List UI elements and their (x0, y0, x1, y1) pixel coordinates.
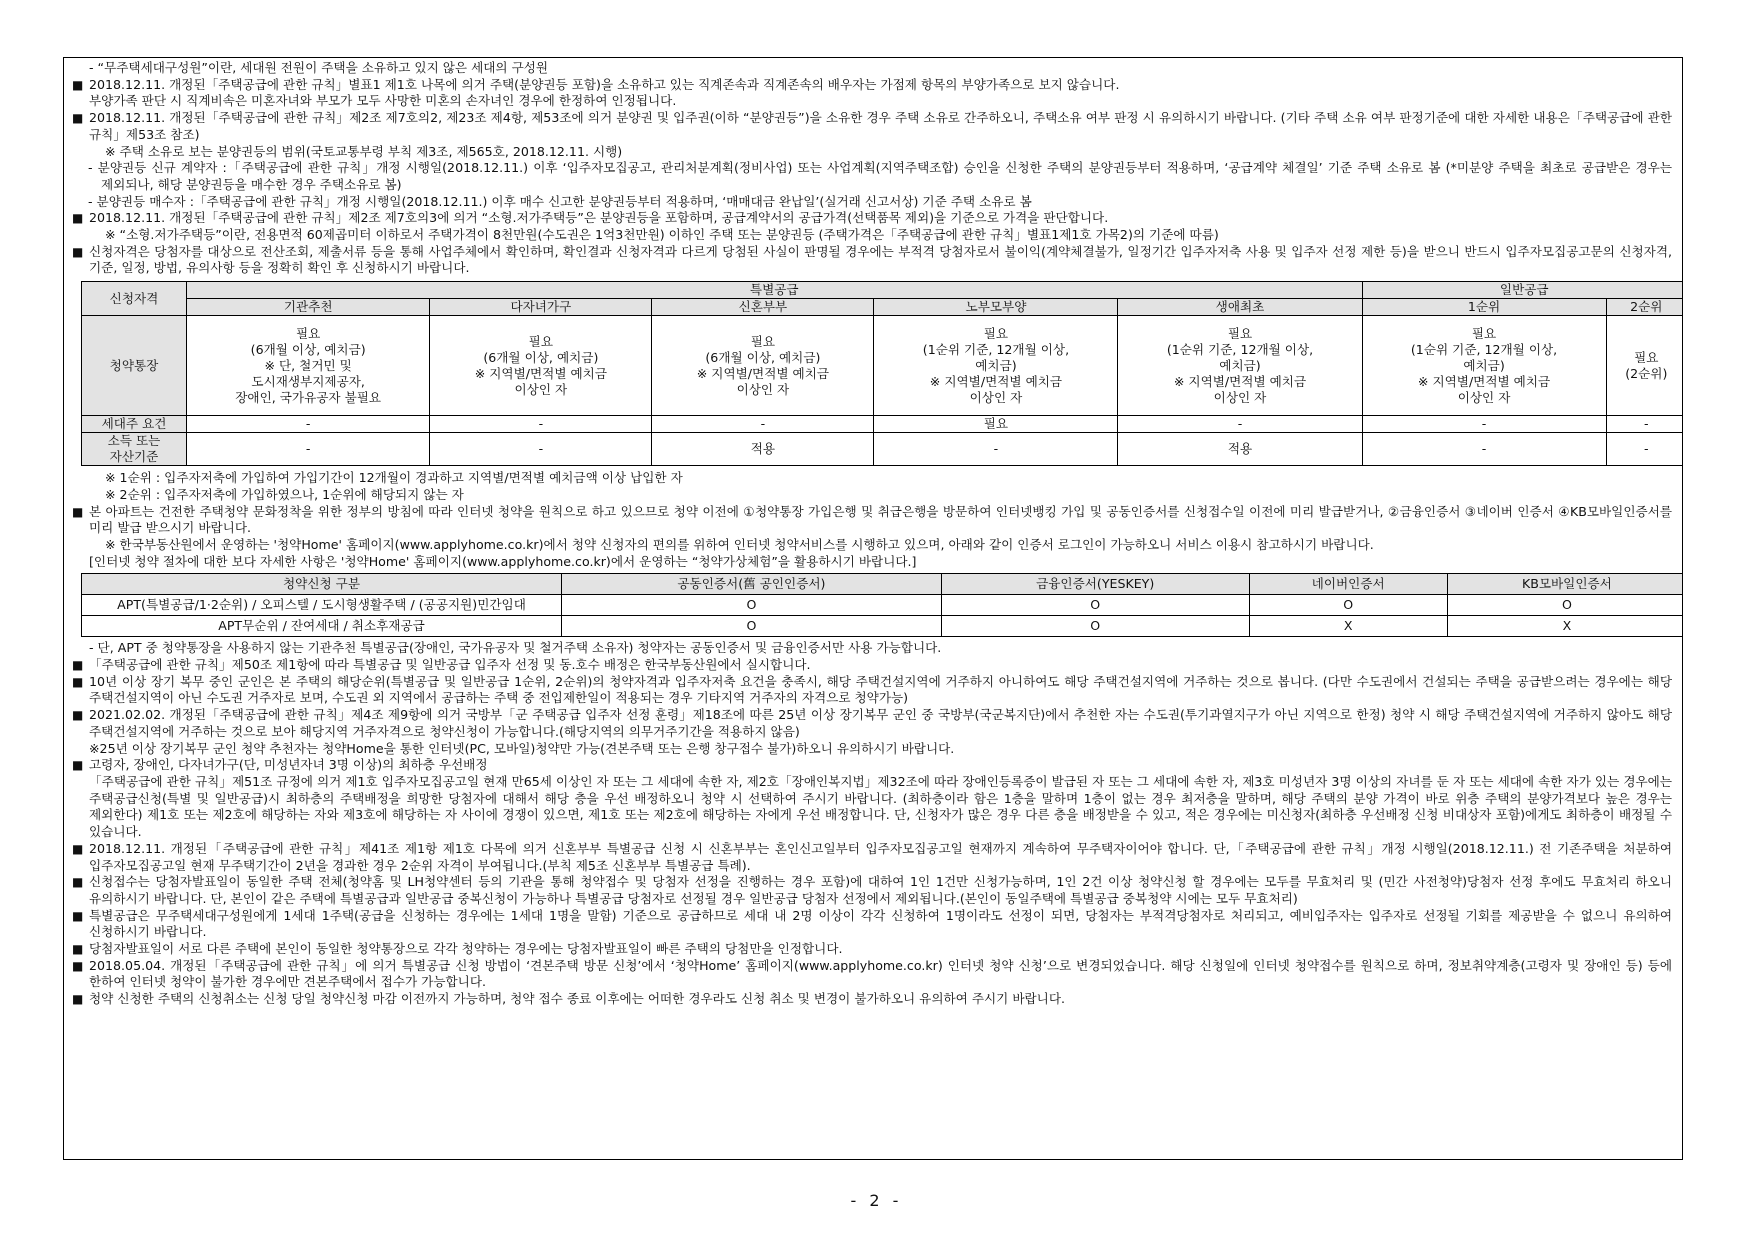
bullet-paragraph: ■ 청약 신청한 주택의 신청취소는 신청 당일 청약신청 마감 이전까지 가능하며, 청약 접수 종료 이후에는 어떠한 경우라도 신청 취소 및 변경이 불가하오니 유의하여 주시기 바랍니다. (72, 991, 1672, 1008)
paragraph: [인터넷 청약 절차에 대한 보다 자세한 사항은 '청약Home' 홈페이지(www.applyhome.co.kr)에서 운영하는 “청약가상체험”을 활용하시기 바랍니다.] (89, 553, 917, 569)
table-cell: O (1249, 595, 1447, 616)
bullet-paragraph: ■ 2018.12.11. 개정된「주택공급에 관한 규칙」별표1 제1호 나목에 의거 주택(분양권등 포함)을 소유하고 있는 직계존속과 직계존속의 배우자는 가점제 항목의 부양가족으로 보지 않습니다. (72, 77, 1672, 94)
note-paragraph: ※ 1순위 : 입주자저축에 가입하여 가입기간이 12개월이 경과하고 지역별/면적별 예치금액 이상 납입한 자 (105, 470, 683, 486)
column-header: 신혼부부 (652, 299, 874, 316)
table-corner-header: 신청자격 (82, 282, 187, 316)
table-cell: - (1362, 416, 1606, 433)
table-cell: - (1606, 416, 1683, 433)
note-paragraph: ※ “소형.저가주택등”이란, 전용면적 60제곱미터 이하로서 주택가격이 8천만원(수도권은 1억3천만원) 이하인 주택 또는 분양권등 (주택가격은「주택공급에 관한 규칙」별표1제1호 가목2)의 기준에 따름) (105, 227, 1219, 243)
eligibility-table (81, 281, 1683, 466)
column-header: 2순위 (1606, 299, 1683, 316)
table-row (82, 433, 1684, 466)
row-header: 소득 또는 자산기준 (82, 433, 187, 466)
page-number: - 2 - (850, 1191, 903, 1210)
table-cell: - (1118, 416, 1362, 433)
paragraph: 「주택공급에 관한 규칙」제51조 규정에 의거 제1호 입주자모집공고일 현재 만65세 이상인 자 또는 그 세대에 속한 자, 제2호「장애인복지법」제32조에 따라 장애인등록증이 발급된 자 또는 그 세대에 속한 자, 제3호 미성년자 3명 이상의 자녀를 둔 자 또는 세대에 속한 자가 있는 경우에는 주택공급신청(특별 및 일반공급)시 최하층의 주택배정을 희망한 당첨자에 대해서 해당 층을 우선 배정하오니 청약 시 선택하여 주시기 바랍니다. (최하층이라 함은 1층을 말하며 1층이 없는 경우 최저층을 말하며, 해당 주택의 분양 가격이 바로 위층 주택의 분양가격보다 높은 경우는 제외한다) 제1호 또는 제2호에 해당하는 자와 제3호에 해당하는 자 사이에 경쟁이 있으면, 제1호 또는 제2호에 해당하는 자에게 우선 배정합니다. 단, 신청자가 많은 경우 다른 층을 배정받을 수 있고, 적은 경우에는 미신청자(최하층 우선배정 신청 비대상자 포함)에게도 최하층이 배정될 수 있습니다. (89, 773, 1672, 840)
table-cell: 필요 (2순위) (1606, 316, 1683, 416)
column-header: 공동인증서(舊 공인인증서) (562, 574, 942, 595)
table-cell: - (1606, 433, 1683, 466)
column-header: KB모바일인증서 (1447, 574, 1683, 595)
bullet-paragraph: ■ 2018.12.11. 개정된「주택공급에 관한 규칙」제2조 제7호의3에 의거 “소형.저가주택등”은 분양권등을 포함하며, 공급계약서의 공급가격(선택품목 제외)을 기준으로 가격을 판단합니다. (72, 210, 1672, 227)
column-header: 금융인증서(YESKEY) (941, 574, 1249, 595)
bullet-paragraph: ■ 고령자, 장애인, 다자녀가구(단, 미성년자녀 3명 이상)의 최하층 우선배정 (72, 757, 1672, 774)
table-cell: O (562, 595, 942, 616)
table-cell: - (187, 416, 430, 433)
paragraph: - “무주택세대구성원”이란, 세대원 전원이 주택을 소유하고 있지 않은 세대의 구성원 (89, 60, 549, 75)
table-cell: - (430, 416, 652, 433)
table-cell: O (1447, 595, 1683, 616)
paragraph: - 단, APT 중 청약통장을 사용하지 않는 기관추천 특별공급(장애인, 국가유공자 및 철거주택 소유자) 청약자는 공동인증서 및 금융인증서만 사용 가능합니다. (89, 640, 942, 656)
table-cell: - (1362, 433, 1606, 466)
column-header: 네이버인증서 (1249, 574, 1447, 595)
bullet-paragraph: ■ 10년 이상 장기 복무 중인 군인은 본 주택의 해당순위(특별공급 및 일반공급 1순위, 2순위)의 청약자격과 입주자저축 요건을 충족시, 해당 주택건설지역에 거주하지 아니하여도 해당 주택건설지역에 거주하는 것으로 봅니다. (다만 수도권에서 건설되는 주택을 공급받으려는 경우에는 해당 주택건설지역이 아닌 수도권 거주자로 보며, 수도권 외 지역에서 공급하는 주택 중 전입제한일이 적용되는 경우 기타지역 거주자의 자격으로 청약가능) (72, 674, 1672, 707)
table-cell: - (430, 433, 652, 466)
bullet-paragraph: ■ 2018.12.11. 개정된「주택공급에 관한 규칙」제41조 제1항 제1호 다목에 의거 신혼부부 특별공급 신청 시 신혼부부는 혼인신고일부터 입주자모집공고일 현재까지 계속하여 무주택자이어야 합니다. 단,「주택공급에 관한 규칙」개정 시행일(2018.12.11.) 전 기존주택을 처분하여 입주자모집공고일 현재 무주택기간이 2년을 경과한 경우 2순위 자격이 부여됩니다.(부칙 제5조 신혼부부 특별공급 특례). (72, 841, 1672, 874)
table-cell: - (874, 433, 1118, 466)
table-cell: 적용 (652, 433, 874, 466)
table-cell: - (187, 433, 430, 466)
table-row (82, 595, 1684, 616)
column-header: 노부모부양 (874, 299, 1118, 316)
note-paragraph: ※ 주택 소유로 보는 분양권등의 범위(국토교통부령 부칙 제3조, 제565호, 2018.12.11. 시행) (105, 143, 623, 159)
table-cell: APT무순위 / 잔여세대 / 취소후재공급 (82, 616, 562, 637)
table-cell: 필요 (1순위 기준, 12개월 이상, 예치금) ※ 지역별/면적별 예치금 이상인 자 (1362, 316, 1606, 416)
paragraph: 부양가족 판단 시 직계비속은 미혼자녀와 부모가 모두 사망한 미혼의 손자녀인 경우에 한정하여 인정됩니다. (89, 93, 677, 109)
bullet-paragraph: ■ 2018.05.04. 개정된「주택공급에 관한 규칙」에 의거 특별공급 신청 방법이 ‘견본주택 방문 신청’에서 ‘청약Home’ 홈페이지(www.applyhome.co.kr) 인터넷 청약 신청’으로 변경되었습니다. 해당 신청일에 인터넷 청약접수를 원칙으로 하며, 정보취약계층(고령자 및 장애인 등) 등에 한하여 인터넷 청약이 불가한 경우에만 견본주택에서 접수가 가능합니다. (72, 958, 1672, 991)
table-cell: 필요 (6개월 이상, 예치금) ※ 지역별/면적별 예치금 이상인 자 (652, 316, 874, 416)
column-header: 청약신청 구분 (82, 574, 562, 595)
table-row (82, 616, 1684, 637)
general-supply-header: 일반공급 (1362, 282, 1683, 299)
note-paragraph: ※25년 이상 장기복무 군인 청약 추천자는 청약Home을 통한 인터넷(PC, 모바일)청약만 가능(견본주택 또는 은행 창구접수 불가)하오니 유의하시기 바랍니다. (89, 740, 955, 756)
row-header: 청약통장 (82, 316, 187, 416)
table-row (82, 416, 1684, 433)
bullet-paragraph: ■ 「주택공급에 관한 규칙」제50조 제1항에 따라 특별공급 및 일반공급 입주자 선정 및 동.호수 배정은 한국부동산원에서 실시합니다. (72, 657, 1672, 674)
table-cell: 필요 (6개월 이상, 예치금) ※ 지역별/면적별 예치금 이상인 자 (430, 316, 652, 416)
bullet-paragraph: ■ 신청접수는 당첨자발표일이 동일한 주택 전체(청약홈 및 LH청약센터 등의 기관을 통해 청약접수 및 당첨자 선정을 진행하는 경우 포함)에 대하여 1인 1건만 신청가능하며, 1인 2건 이상 청약신청 할 경우에는 모두를 무효처리 및 (민간 사전청약)당첨자 선정 후에도 무효처리 하오니 유의하시기 바랍니다. 단, 본인이 같은 주택에 특별공급과 일반공급 중복신청이 가능하나 특별공급 당첨자로 선정될 경우 일반공급 당첨자 선정에서 제외됩니다.(본인이 동일주택에 특별공급 중복청약 시에는 모두 무효처리) (72, 874, 1672, 907)
column-header: 기관추천 (187, 299, 430, 316)
bullet-paragraph: ■ 특별공급은 무주택세대구성원에게 1세대 1주택(공급을 신청하는 경우에는 1세대 1명을 말함) 기준으로 공급하므로 세대 내 2명 이상이 각각 신청하여 1명이라도 선정이 되면, 당첨자는 부적격당첨자로 처리되고, 예비입주자는 입주자로 선정될 기회를 제공받을 수 없으니 유의하여 신청하시기 바랍니다. (72, 908, 1672, 941)
table-cell: 적용 (1118, 433, 1362, 466)
special-supply-header: 특별공급 (187, 282, 1363, 299)
content-frame (63, 57, 1683, 1160)
note-paragraph: ※ 2순위 : 입주자저축에 가입하였으나, 1순위에 해당되지 않는 자 (105, 486, 464, 502)
column-header: 1순위 (1362, 299, 1606, 316)
table-cell: - (652, 416, 874, 433)
table-cell: O (941, 595, 1249, 616)
table-cell: 필요 (1순위 기준, 12개월 이상, 예치금) ※ 지역별/면적별 예치금 이상인 자 (874, 316, 1118, 416)
table-cell: APT(특별공급/1·2순위) / 오피스텔 / 도시형생활주택 / (공공지원)민간임대 (82, 595, 562, 616)
table-cell: X (1249, 616, 1447, 637)
row-header: 세대주 요건 (82, 416, 187, 433)
bullet-paragraph: ■ 2018.12.11. 개정된「주택공급에 관한 규칙」제2조 제7호의2, 제23조 제4항, 제53조에 의거 분양권 및 입주권(이하 “분양권등”)을 소유한 경우 주택 소유로 간주하오니, 주택소유 여부 판정 시 유의하시기 바랍니다. (기타 주택 소유 여부 판정기준에 대한 자세한 내용은「주택공급에 관한 규칙」제53조 참조) (72, 110, 1672, 143)
bullet-paragraph: ■ 신청자격은 당첨자를 대상으로 전산조회, 제출서류 등을 통해 사업주체에서 확인하며, 확인결과 신청자격과 다르게 당첨된 사실이 판명될 경우에는 부적격 당첨자로서 불이익(계약체결불가, 일정기간 입주자저축 사용 및 입주자 선정 제한 등)을 받으니 반드시 입주자모집공고문의 신청자격, 기준, 일정, 방법, 유의사항 등을 정확히 확인 후 신청하시기 바랍니다. (72, 244, 1672, 277)
table-cell: O (562, 616, 942, 637)
dash-paragraph: - 분양권등 신규 계약자 :「주택공급에 관한 규칙」개정 시행일(2018.12.11.) 이후 ‘입주자모집공고, 관리처분계획(정비사업) 또는 사업계획(지역주택조합) 승인을 신청한 주택의 분양권등부터 적용하며, ‘공급계약 체결일’ 기준 주택 소유로 봄 (*미분양 주택을 최초로 공급받은 경우는 제외되나, 해당 분양권등을 매수한 경우 주택소유로 봄) (88, 160, 1672, 192)
dash-paragraph: - 분양권등 매수자 :「주택공급에 관한 규칙」개정 시행일(2018.12.11.) 이후 매수 신고한 분양권등부터 적용하며, ‘매매대금 완납일’(실거래 신고서상) 기준 주택 소유로 봄 (88, 193, 1032, 209)
column-header: 다자녀가구 (430, 299, 652, 316)
bullet-paragraph: ■ 본 아파트는 건전한 주택청약 문화정착을 위한 정부의 방침에 따라 인터넷 청약을 원칙으로 하고 있으므로 청약 이전에 ①청약통장 가입은행 및 취급은행을 방문하여 인터넷뱅킹 가입 및 공동인증서를 신청접수일 이전에 미리 발급받거나, ②금융인증서 ③네이버 인증서 ④KB모바일인증서를 미리 발급 받으시기 바랍니다. (72, 504, 1672, 537)
bullet-paragraph: ■ 2021.02.02. 개정된「주택공급에 관한 규칙」제4조 제9항에 의거 국방부「군 주택공급 입주자 선정 훈령」제18조에 따른 25년 이상 장기복무 군인 중 국방부(국군복지단)에서 추천한 자는 수도권(투기과열지구가 아닌 지역으로 한정) 청약 시 해당 주택건설지역에 거주하지 않아도 해당 주택건설지역에 거주하는 것으로 보아 해당지역 거주자격으로 청약신청이 가능합니다.(해당지역의 의무거주기간을 적용하지 않음) (72, 707, 1672, 740)
certificate-table (81, 573, 1683, 637)
table-cell: O (941, 616, 1249, 637)
table-row (82, 316, 1684, 416)
table-cell: 필요 (1순위 기준, 12개월 이상, 예치금) ※ 지역별/면적별 예치금 이상인 자 (1118, 316, 1362, 416)
column-header: 생애최초 (1118, 299, 1362, 316)
bullet-paragraph: ■ 당첨자발표일이 서로 다른 주택에 본인이 동일한 청약통장으로 각각 청약하는 경우에는 당첨자발표일이 빠른 주택의 당첨만을 인정합니다. (72, 941, 1672, 958)
table-cell: 필요 (6개월 이상, 예치금) ※ 단, 철거민 및 도시재생부지제공자, 장애인, 국가유공자 불필요 (187, 316, 430, 416)
note-paragraph: ※ 한국부동산원에서 운영하는 '청약Home' 홈페이지(www.applyhome.co.kr)에서 청약 신청자의 편의를 위하여 인터넷 청약서비스를 시행하고 있으며, 아래와 같이 인증서 로그인이 가능하오니 서비스 이용시 참고하시기 바랍니다. (105, 536, 1374, 552)
table-cell: X (1447, 616, 1683, 637)
table-cell: 필요 (874, 416, 1118, 433)
